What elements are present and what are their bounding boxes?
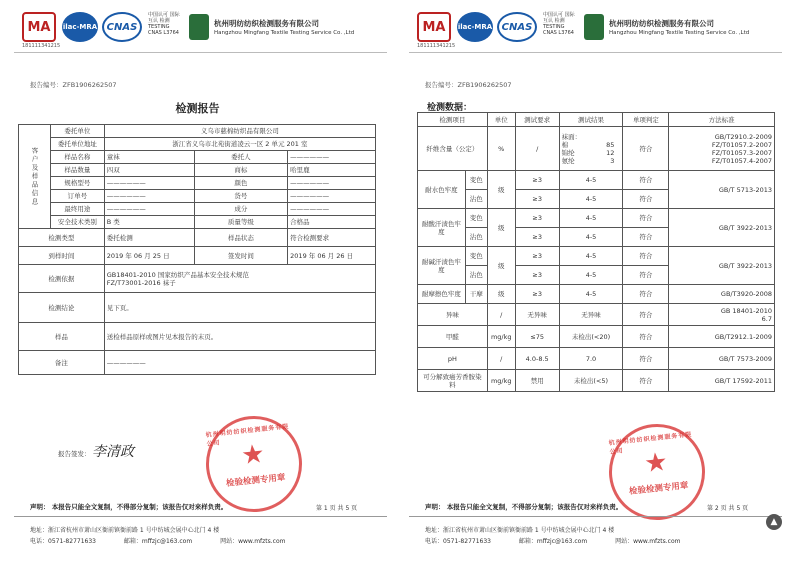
scroll-to-top-button[interactable] bbox=[766, 514, 782, 530]
table-row: 耐酸汗渍色牢度 变色 级 ≥3 4-5 符合 GB/T 3922-2013 bbox=[418, 209, 775, 228]
ma-logo: MA 181111341215 bbox=[417, 12, 451, 42]
footer-phone: 电话：0571-82771633 bbox=[30, 538, 96, 545]
sample-label: 样品 bbox=[19, 323, 105, 351]
footer-website: 网站：www.mfzts.com bbox=[615, 538, 681, 545]
test-type-label: 检测类型 bbox=[19, 229, 105, 247]
item-number-label: 货号 bbox=[194, 190, 288, 203]
table-header-row bbox=[418, 113, 775, 127]
client-value: 义乌市慈棉纺织品有限公司 bbox=[104, 125, 375, 138]
item-number-value: —————— bbox=[288, 190, 376, 203]
red-seal-stamp: 杭州明纺纺织检测服务有限公司 ★ 检验检测专用章 bbox=[201, 411, 307, 517]
footer-contact bbox=[30, 536, 312, 545]
report-page-2 bbox=[395, 0, 790, 563]
sample-name-label: 样品名称 bbox=[50, 151, 104, 164]
company-name-cn: 杭州明纺纺织检测服务有限公司 bbox=[609, 19, 714, 28]
sample-state-value: 符合检测要求 bbox=[288, 229, 376, 247]
footer-phone: 电话：0571-82771633 bbox=[425, 538, 491, 545]
table-row: 甲醛 mg/kg ≤75 未检出(<20) 符合 GB/T2912.1-2009 bbox=[418, 326, 775, 348]
arrival-time-value: 2019 年 06 月 25 日 bbox=[104, 247, 194, 265]
brand-value: 哈里鹿 bbox=[288, 164, 376, 177]
page-title: 检测数据： bbox=[427, 103, 473, 113]
footer-address: 地址：浙江省杭州市萧山区衙前镇衙前路 1 号中纺城会展中心北门 4 楼 bbox=[425, 527, 615, 534]
mingfang-logo bbox=[584, 14, 604, 40]
sample-quantity-value: 四双 bbox=[104, 164, 194, 177]
table-row: 纤维含量（公定） % / 袜面： 棉 85 锦纶 12 氨纶 3 符合 GB/T2910.2-2009 FZ/T01057.2-2007 FZ/T01057.3-2007 FZ/T01057.4-2007 bbox=[418, 127, 775, 171]
order-number-value: —————— bbox=[104, 190, 194, 203]
composition-label: 成分 bbox=[194, 203, 288, 216]
declaration: 声明： 本报告只能全文复制，不得部分复制；该报告仅对来样负责。 bbox=[30, 503, 228, 511]
cnas-logo: CNAS bbox=[102, 12, 142, 42]
header-result: 测试结果 bbox=[559, 113, 623, 127]
sample-quantity-label: 样品数量 bbox=[50, 164, 104, 177]
report-number: 报告编号：ZFB1906262507 bbox=[30, 81, 117, 89]
order-number-label: 订单号 bbox=[50, 190, 104, 203]
star-icon: ★ bbox=[239, 438, 267, 472]
header-unit: 单位 bbox=[487, 113, 515, 127]
principal-value: —————— bbox=[288, 151, 376, 164]
conclusion-value: 见下页。 bbox=[104, 293, 375, 323]
table-row: 沾色 ≥3 4-5 符合 bbox=[418, 190, 775, 209]
issue-time-value: 2019 年 06 月 26 日 bbox=[288, 247, 376, 265]
table-row: 耐摩擦色牢度 干摩 级 ≥3 4-5 符合 GB/T3920-2008 bbox=[418, 285, 775, 304]
table-row: 异味 / 无异味 无异味 符合 GB 18401-2010 6.7 bbox=[418, 304, 775, 326]
declaration: 声明： 本报告只能全文复制，不得部分复制；该报告仅对来样负责。 bbox=[425, 503, 623, 511]
ilac-mra-logo: ilac-MRA bbox=[62, 12, 98, 42]
footer-address: 地址：浙江省杭州市萧山区衙前镇衙前路 1 号中纺城会展中心北门 4 楼 bbox=[30, 527, 220, 534]
header-verdict: 单项判定 bbox=[623, 113, 669, 127]
company-name-en: Hangzhou Mingfang Textile Testing Service Co. ,Ltd bbox=[609, 30, 750, 36]
brand-label: 商标 bbox=[194, 164, 288, 177]
safety-category-value: B 类 bbox=[104, 216, 194, 229]
remark-value: —————— bbox=[104, 351, 375, 375]
report-number: 报告编号：ZFB1906262507 bbox=[425, 81, 512, 89]
red-seal-stamp: 杭州明纺纺织检测服务有限公司 ★ 检验检测专用章 bbox=[604, 419, 710, 525]
signature: 李清政 bbox=[92, 444, 134, 460]
header-item: 检测项目 bbox=[418, 113, 488, 127]
company-name-cn: 杭州明纺纺织检测服务有限公司 bbox=[214, 19, 319, 28]
star-icon: ★ bbox=[642, 446, 670, 480]
color-value: —————— bbox=[288, 177, 376, 190]
footer-website: 网站：www.mfzts.com bbox=[220, 538, 286, 545]
signer-label: 报告签发： bbox=[58, 450, 91, 458]
ilac-mra-logo: ilac-MRA bbox=[457, 12, 493, 42]
header-requirement: 测试要求 bbox=[515, 113, 559, 127]
header-divider bbox=[14, 52, 387, 53]
report-info-table bbox=[18, 124, 376, 375]
ma-logo: MA 181111341215 bbox=[22, 12, 56, 42]
sample-name-value: 童袜 bbox=[104, 151, 194, 164]
principal-label: 委托人 bbox=[194, 151, 288, 164]
footer-email: 邮箱：mffzjc@163.com bbox=[123, 538, 193, 545]
end-use-value: —————— bbox=[104, 203, 194, 216]
header-divider bbox=[409, 52, 782, 53]
table-row: 沾色 ≥3 4-5 符合 bbox=[418, 228, 775, 247]
safety-category-label: 安全技术类别 bbox=[50, 216, 104, 229]
footer-divider bbox=[409, 516, 782, 517]
page-title: 检测报告 bbox=[175, 102, 220, 115]
arrival-time-label: 到样时间 bbox=[19, 247, 105, 265]
page-number: 第 1 页 共 5 页 bbox=[316, 505, 358, 512]
client-address-value: 浙江省义乌市北苑街道凌云一区 2 单元 201 室 bbox=[104, 138, 375, 151]
test-basis-value: GB18401-2010 国家纺织产品基本安全技术规范 FZ/T73001-2016 袜子 bbox=[104, 265, 375, 293]
test-basis-label: 检测依据 bbox=[19, 265, 105, 293]
fiber-methods: GB/T2910.2-2009 FZ/T01057.2-2007 FZ/T01057.3-2007 FZ/T01057.4-2007 bbox=[669, 127, 775, 171]
client-label: 委托单位 bbox=[50, 125, 104, 138]
quality-grade-label: 质量等级 bbox=[194, 216, 288, 229]
chevron-up-icon: ▲ bbox=[770, 517, 778, 527]
cnas-accreditation-text: 中国认可 国际互认 检测 TESTING CNAS L3764 bbox=[543, 12, 575, 36]
client-address-label: 委托单位地址 bbox=[50, 138, 104, 151]
sample-value: 送检样品原样或图片见本报告的末页。 bbox=[104, 323, 375, 351]
table-row: 耐水色牢度 变色 级 ≥3 4-5 符合 GB/T 5713-2013 bbox=[418, 171, 775, 190]
remark-label: 备注 bbox=[19, 351, 105, 375]
test-type-value: 委托检测 bbox=[104, 229, 194, 247]
table-row: 可分解致癌芳香胺染料 mg/kg 禁用 未检出(<5) 符合 GB/T 17592-2011 bbox=[418, 370, 775, 392]
report-header bbox=[409, 8, 782, 48]
test-data-table bbox=[417, 112, 775, 392]
table-row: 沾色 ≥3 4-5 符合 bbox=[418, 266, 775, 285]
quality-grade-value: 合格品 bbox=[288, 216, 376, 229]
table-row: pH / 4.0-8.5 7.0 符合 GB/T 7573-2009 bbox=[418, 348, 775, 370]
sample-state-label: 样品状态 bbox=[194, 229, 288, 247]
mingfang-logo bbox=[189, 14, 209, 40]
issue-time-label: 签发时间 bbox=[194, 247, 288, 265]
model-value: —————— bbox=[104, 177, 194, 190]
client-group-label: 客户及样品信息 bbox=[19, 125, 51, 229]
report-header bbox=[14, 8, 387, 48]
footer-divider bbox=[14, 516, 387, 517]
table-row: 耐碱汗渍色牢度 变色 级 ≥3 4-5 符合 GB/T 3922-2013 bbox=[418, 247, 775, 266]
conclusion-label: 检测结论 bbox=[19, 293, 105, 323]
footer-email: 邮箱：mffzjc@163.com bbox=[518, 538, 588, 545]
model-label: 规格型号 bbox=[50, 177, 104, 190]
header-method: 方法标准 bbox=[669, 113, 775, 127]
footer-contact bbox=[425, 536, 707, 545]
company-name-en: Hangzhou Mingfang Textile Testing Service Co. ,Ltd bbox=[214, 30, 355, 36]
page-number: 第 2 页 共 5 页 bbox=[707, 505, 749, 512]
composition-value: —————— bbox=[288, 203, 376, 216]
fiber-results: 袜面： 棉 85 锦纶 12 氨纶 3 bbox=[559, 127, 623, 171]
end-use-label: 最终用途 bbox=[50, 203, 104, 216]
cnas-logo: CNAS bbox=[497, 12, 537, 42]
color-label: 颜色 bbox=[194, 177, 288, 190]
cnas-accreditation-text: 中国认可 国际互认 检测 TESTING CNAS L3764 bbox=[148, 12, 180, 36]
